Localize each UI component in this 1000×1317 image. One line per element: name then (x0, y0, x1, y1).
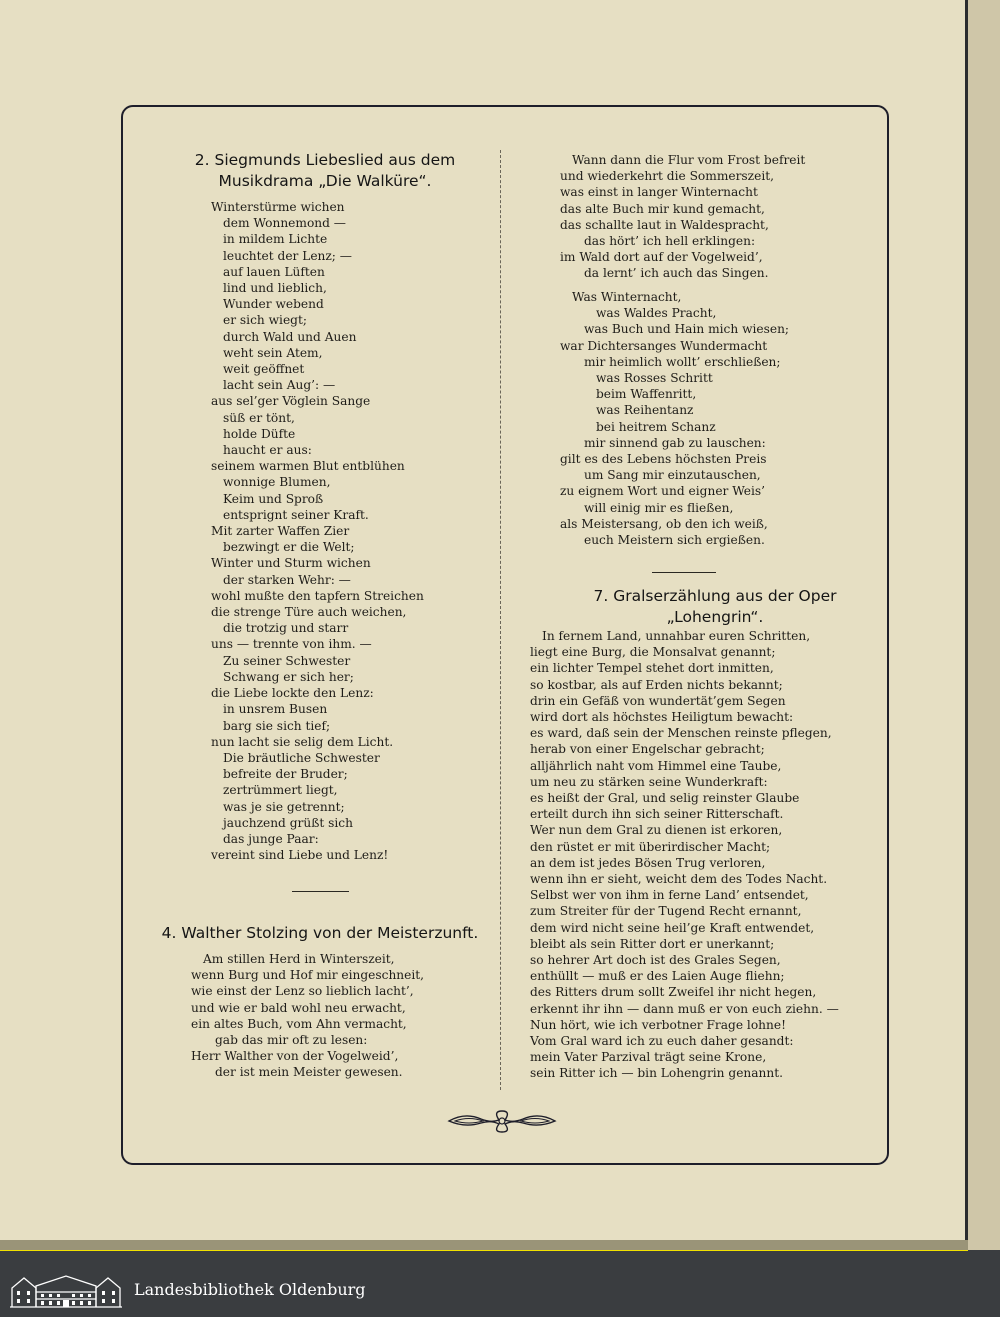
song-7-verse-line: zum Streiter für der Tugend Recht ernannt, (530, 904, 802, 919)
song-2-verse-line: der starken Wehr: — (223, 572, 351, 587)
song-4-verse-line: Am stillen Herd in Winterszeit, (203, 952, 395, 966)
page-bottom-edge (0, 1240, 968, 1250)
song-7-verse-line: dem wird nicht seine heil’ge Kraft entwendet, (530, 920, 815, 935)
song-2-title-line1: 2. Siegmunds Liebeslied aus dem (194, 151, 456, 169)
song-2-verse-line: die trotzig und starr (223, 621, 349, 636)
song-7-verse-line: Wer nun dem Gral zu dienen ist erkoren, (530, 823, 783, 838)
song-4-stanza-1-line: das schallte laut in Waldespracht, (560, 217, 769, 232)
song-2-verse-line: durch Wald und Auen (223, 329, 357, 344)
song-2-verse-line: nun lacht sie selig dem Licht. (211, 734, 394, 749)
song-4-stanza-2-line: mir sinnend gab zu lauschen: (584, 435, 766, 450)
song-7-verse-line: mein Vater Parzival trägt seine Krone, (530, 1050, 767, 1065)
song-4-verse-line: wie einst der Lenz so lieblich lacht’, (191, 984, 414, 999)
song-2-verse-line: jauchzend grüßt sich (223, 815, 353, 830)
song-2-verse-line: lind und lieblich, (223, 281, 327, 296)
song-4-stanza-2-line: was Buch und Hain mich wiesen; (584, 322, 790, 337)
song-4-stanza-1 (560, 152, 860, 282)
song-2-verse-line: aus sel’ger Vöglein Sange (211, 394, 371, 409)
song-2-verse-line: bezwingt er die Welt; (223, 540, 355, 555)
facing-page-edge (968, 0, 1000, 1250)
song-4-stanza-1-line: was einst in langer Winternacht (560, 185, 758, 200)
song-7-verse-line: es ward, daß sein der Menschen reinste pflegen, (530, 726, 832, 741)
song-4-block (160, 923, 480, 944)
song-4-verse (191, 951, 481, 1081)
song-2-verse-line: Winterstürme wichen (211, 200, 345, 214)
song-4-stanza-2-line: war Dichtersanges Wundermacht (560, 338, 768, 353)
song-7-verse-line: Vom Gral ward ich zu euch daher gesandt: (530, 1034, 794, 1049)
song-2-verse-line: dem Wonnemond — (223, 216, 346, 231)
song-2-verse-line: süß er tönt, (223, 410, 295, 425)
song-4-verse-line: Herr Walther von der Vogelweid’, (191, 1049, 399, 1064)
song-4-stanza-2-line: was Reihentanz (596, 403, 694, 418)
song-7-verse-line: wird dort als höchstes Heiligtum bewacht: (530, 710, 794, 725)
song-7-verse-line: erkennt ihr ihn — dann muß er von euch ziehn. — (530, 1001, 839, 1016)
song-7-verse-line: herab von einer Engelschar gebracht; (530, 742, 765, 757)
song-2-verse-line: das junge Paar: (223, 831, 319, 846)
song-2-verse-line: Keim und Sproß (223, 491, 324, 506)
song-4-stanza-2-line: bei heitrem Schanz (596, 419, 716, 434)
song-2-verse-line: Zu seiner Schwester (223, 653, 351, 668)
song-4-stanza-2-line: will einig mir es fließen, (584, 500, 734, 515)
song-4-stanza-2-line: Was Winternacht, (572, 290, 682, 304)
song-2-verse-line: die strenge Türe auch weichen, (211, 605, 407, 620)
song-2-verse-line: leuchtet der Lenz; — (223, 248, 352, 263)
song-7-title-line2: „Lohengrin“. (666, 608, 764, 626)
song-2-verse-line: die Liebe lockte den Lenz: (211, 686, 374, 701)
song-7-verse-line: den rüstet er mit überirdischer Macht; (530, 839, 771, 854)
section-separator-right (652, 572, 716, 573)
page-gutter (965, 0, 968, 1250)
song-4-verse-line: und wie er bald wohl neu erwacht, (191, 1000, 406, 1015)
bow-ornament-icon (447, 1108, 557, 1134)
song-2-verse-line: Schwang er sich her; (223, 669, 354, 684)
library-name: Landesbibliothek Oldenburg (134, 1280, 366, 1299)
song-4-stanza-1-line: und wiederkehrt die Sommerszeit, (560, 169, 774, 184)
song-7-verse-line: ein lichter Tempel stehet dort inmitten, (530, 661, 774, 676)
song-2-block (180, 150, 470, 192)
song-2-verse-line: wohl mußte den tapfern Streichen (211, 588, 424, 603)
section-separator (292, 891, 349, 892)
song-4-stanza-1-line: das hört’ ich hell erklingen: (584, 234, 756, 249)
song-7-verse-line: alljährlich naht vom Himmel eine Taube, (530, 758, 782, 773)
song-7-verse-line: Nun hört, wie ich verbotner Frage lohne! (530, 1017, 786, 1032)
song-7-verse-line: bleibt als sein Ritter dort er unerkannt; (530, 936, 775, 951)
song-4-title: 4. Walther Stolzing von der Meisterzunft. (161, 924, 479, 942)
song-2-verse-line: Mit zarter Waffen Zier (211, 524, 350, 539)
song-7-title-line1: 7. Gralserzählung aus der Oper (593, 587, 837, 605)
song-4-stanza-2-line: gilt es des Lebens höchsten Preis (560, 452, 767, 467)
song-4-stanza-1-line: da lernt’ ich auch das Singen. (584, 266, 769, 281)
song-2-verse-line: Winter und Sturm wichen (211, 556, 371, 571)
song-4-stanza-2-line: was Waldes Pracht, (596, 306, 717, 321)
song-7-verse-line: so kostbar, als auf Erden nichts bekannt; (530, 677, 783, 692)
song-7-verse-line: so hehrer Art doch ist des Grales Segen, (530, 953, 781, 968)
song-2-verse-line: was je sie getrennt; (223, 799, 345, 814)
song-4-stanza-2-line: um Sang mir einzutauschen, (584, 468, 761, 483)
song-2-verse-line: entsprignt seiner Kraft. (223, 507, 369, 522)
song-7-verse-line: liegt eine Burg, die Monsalvat genannt; (530, 645, 776, 660)
song-2-verse-line: zertrümmert liegt, (223, 783, 338, 798)
song-4-stanza-2-line: beim Waffenritt, (596, 387, 697, 402)
song-4-stanza-2-line: euch Meistern sich ergießen. (584, 533, 765, 548)
song-2-verse (211, 199, 471, 863)
song-4-stanza-2-line: was Rosses Schritt (596, 371, 713, 386)
song-7-verse-line: enthüllt — muß er des Laien Auge fliehn; (530, 969, 785, 984)
song-2-verse-line: haucht er aus: (223, 443, 312, 458)
song-2-verse-line: in mildem Lichte (223, 232, 328, 247)
song-2-verse-line: Wunder webend (223, 297, 324, 312)
scan-edge-line (0, 1250, 968, 1251)
song-2-verse-line: weht sein Atem, (223, 345, 323, 360)
song-4-stanza-1-line: das alte Buch mir kund gemacht, (560, 201, 765, 216)
song-4-stanza-1-line: Wann dann die Flur vom Frost befreit (572, 153, 806, 167)
song-4-stanza-1-line: im Wald dort auf der Vogelweid’, (560, 250, 763, 265)
song-2-verse-line: er sich wiegt; (223, 313, 307, 328)
song-2-verse-line: vereint sind Liebe und Lenz! (211, 848, 389, 863)
song-2-verse-line: lacht sein Aug’: — (223, 378, 336, 393)
song-2-verse-line: barg sie sich tief; (223, 718, 331, 733)
song-7-verse-line: an dem ist jedes Bösen Trug verloren, (530, 855, 766, 870)
song-4-verse-line: der ist mein Meister gewesen. (215, 1065, 403, 1080)
song-7-verse-line: um neu zu stärken seine Wunderkraft: (530, 774, 768, 789)
song-7-verse-line: erteilt durch ihn sich seiner Ritterschaft. (530, 807, 784, 822)
library-building-logo-icon (10, 1274, 122, 1308)
song-7-verse-line: wenn ihn er sieht, weicht dem des Todes Nacht. (530, 872, 828, 887)
song-2-verse-line: holde Düfte (223, 426, 296, 441)
song-2-verse-line: Die bräutliche Schwester (223, 750, 380, 765)
column-divider (500, 150, 501, 1090)
song-7-verse-line: drin ein Gefäß von wundertät’gem Segen (530, 693, 786, 708)
song-2-verse-line: befreite der Bruder; (223, 767, 348, 782)
song-7-verse (530, 628, 875, 1082)
song-4-stanza-2-line: als Meistersang, ob den ich weiß, (560, 516, 768, 531)
song-2-verse-line: uns — trennte von ihm. — (211, 637, 372, 652)
song-4-stanza-2-line: mir heimlich wollt’ erschließen; (584, 354, 781, 369)
song-7-verse-line: des Ritters drum sollt Zweifel ihr nicht hegen, (530, 985, 817, 1000)
song-7-block (540, 586, 890, 628)
song-4-verse-line: gab das mir oft zu lesen: (215, 1033, 368, 1048)
song-2-verse-line: seinem warmen Blut entblühen (211, 459, 405, 474)
song-4-stanza-2-line: zu eignem Wort und eigner Weis’ (560, 484, 766, 499)
song-4-verse-line: ein altes Buch, vom Ahn vermacht, (191, 1016, 407, 1031)
song-4-verse-line: wenn Burg und Hof mir eingeschneit, (191, 968, 425, 983)
song-7-verse-line: Selbst wer von ihm in ferne Land’ entsendet, (530, 888, 809, 903)
song-7-verse-line: In fernem Land, unnahbar euren Schritten, (542, 629, 811, 643)
song-2-verse-line: auf lauen Lüften (223, 264, 325, 279)
song-2-verse-line: weit geöffnet (223, 362, 305, 377)
song-4-stanza-2 (560, 289, 860, 548)
library-footer (0, 1268, 1000, 1317)
song-2-verse-line: wonnige Blumen, (223, 475, 331, 490)
song-7-verse-line: sein Ritter ich — bin Lohengrin genannt. (530, 1066, 783, 1081)
song-2-verse-line: in unsrem Busen (223, 702, 328, 717)
song-7-verse-line: es heißt der Gral, und selig reinster Glaube (530, 791, 800, 806)
song-2-title-line2: Musikdrama „Die Walküre“. (218, 172, 432, 190)
